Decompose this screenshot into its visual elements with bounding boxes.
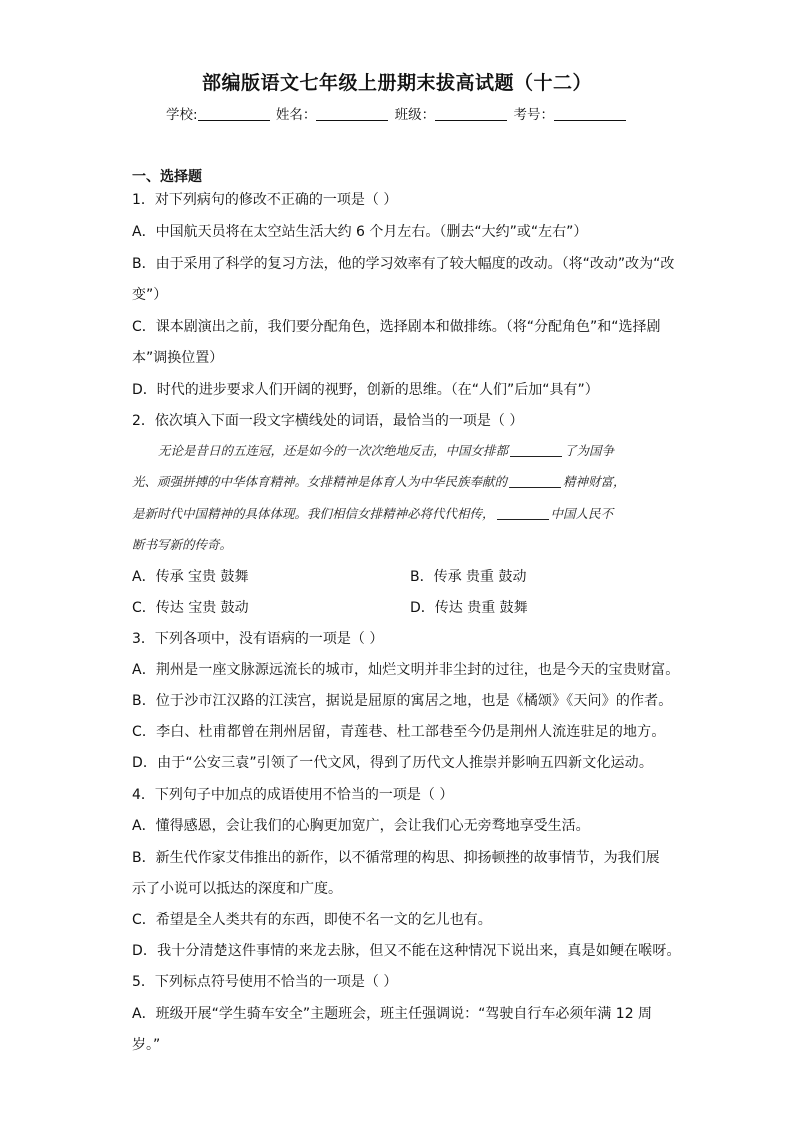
number-label: 考号： <box>513 107 554 123</box>
question-5-option-a-cont: 岁。” <box>132 1037 161 1053</box>
question-2-passage-line-2 <box>132 472 626 492</box>
passage-text: 中国人民不 <box>550 506 614 521</box>
passage-text: 了为国争 <box>564 443 615 458</box>
question-5-stem: 5．下列标点符号使用不恰当的一项是（ ） <box>132 974 398 990</box>
question-1-option-b: B．由于采用了科学的复习方法，他的学习效率有了较大幅度的改动。（将“改动”改为“改 <box>132 256 675 272</box>
fill-blank-1[interactable] <box>510 443 562 457</box>
name-label: 姓名： <box>275 107 317 123</box>
question-3-option-b: B．位于沙市江汉路的江渎宫，据说是屈原的寓居之地，也是《橘颂》《天问》的作者。 <box>132 693 673 709</box>
question-4-option-b: B．新生代作家艾伟推出的新作，以不循常理的构思、抑扬顿挫的故事情节，为我们展 <box>132 850 660 866</box>
question-1-option-d: D．时代的进步要求人们开阔的视野，创新的思维。（在“人们”后加“具有”） <box>132 382 599 398</box>
passage-text: 精神财富， <box>563 474 626 489</box>
question-1-option-c-cont: 本”调换位置） <box>132 350 224 366</box>
question-4-option-d: D．我十分清楚这件事情的来龙去脉，但又不能在这种情况下说出来，真是如鲠在喉呀。 <box>132 943 681 959</box>
question-1-option-a: A．中国航天员将在太空站生活大约 6 个月左右。（删去“大约”或“左右”） <box>132 224 588 240</box>
question-4-option-c: C．希望是全人类共有的东西，即使不名一文的乞儿也有。 <box>132 912 492 928</box>
question-2-option-b: B．传承 贵重 鼓动 <box>410 569 527 585</box>
fill-blank-3[interactable] <box>497 506 549 520</box>
passage-text: 是新时代中国精神的具体体现。我们相信女排精神必将代代相传， <box>132 506 495 521</box>
question-1-stem: 1．对下列病句的修改不正确的一项是（ ） <box>132 192 398 208</box>
passage-text: 无论是昔日的五连冠，还是如今的一次次绝地反击，中国女排都 <box>158 443 509 458</box>
question-1-option-c: C．课本剧演出之前，我们要分配角色，选择剧本和做排练。（将“分配角色”和“选择剧 <box>132 319 661 335</box>
number-blank[interactable] <box>554 106 626 121</box>
student-info-line <box>0 103 794 123</box>
exam-title: 部编版语文七年级上册期末拔高试题（十二） <box>201 72 592 94</box>
question-2-stem: 2．依次填入下面一段文字横线处的词语，最恰当的一项是（ ） <box>132 413 524 429</box>
question-4-option-b-cont: 示了小说可以抵达的深度和广度。 <box>132 881 342 897</box>
school-label: 学校: <box>166 107 198 123</box>
section-heading: 一、选择题 <box>132 169 202 185</box>
question-3-stem: 3．下列各项中，没有语病的一项是（ ） <box>132 631 384 647</box>
question-3-option-d: D．由于“公安三袁”引领了一代文风，得到了历代文人推崇并影响五四新文化运动。 <box>132 755 653 771</box>
class-blank[interactable] <box>435 106 507 121</box>
question-2-passage-line-4: 断书写新的传奇。 <box>132 537 233 552</box>
question-2-passage-line-3 <box>132 504 613 524</box>
question-4-option-a: A．懂得感恩，会让我们的心胸更加宽广，会让我们心无旁骛地享受生活。 <box>132 818 590 834</box>
question-2-passage-line-1 <box>158 441 614 461</box>
name-blank[interactable] <box>316 106 388 121</box>
question-4-stem: 4．下列句子中加点的成语使用不恰当的一项是（ ） <box>132 787 454 803</box>
question-2-option-d: D．传达 贵重 鼓舞 <box>410 600 528 616</box>
question-1-option-b-cont: 变”） <box>132 287 168 303</box>
class-label: 班级： <box>394 107 436 123</box>
question-3-option-c: C．李白、杜甫都曾在荆州居留，青莲巷、杜工部巷至今仍是荆州人流连驻足的地方。 <box>132 724 666 740</box>
question-2-option-a: A．传承 宝贵 鼓舞 <box>132 569 249 585</box>
fill-blank-2[interactable] <box>509 474 561 488</box>
school-blank[interactable] <box>198 106 270 121</box>
question-5-option-a: A．班级开展“学生骑车安全”主题班会，班主任强调说：“驾驶自行车必须年满 12 周 <box>132 1006 653 1022</box>
question-3-option-a: A．荆州是一座文脉源远流长的城市，灿烂文明并非尘封的过往，也是今天的宝贵财富。 <box>132 662 680 678</box>
question-2-option-c: C．传达 宝贵 鼓动 <box>132 600 249 616</box>
passage-text: 光、顽强拼搏的中华体育精神。女排精神是体育人为中华民族奉献的 <box>132 474 508 489</box>
